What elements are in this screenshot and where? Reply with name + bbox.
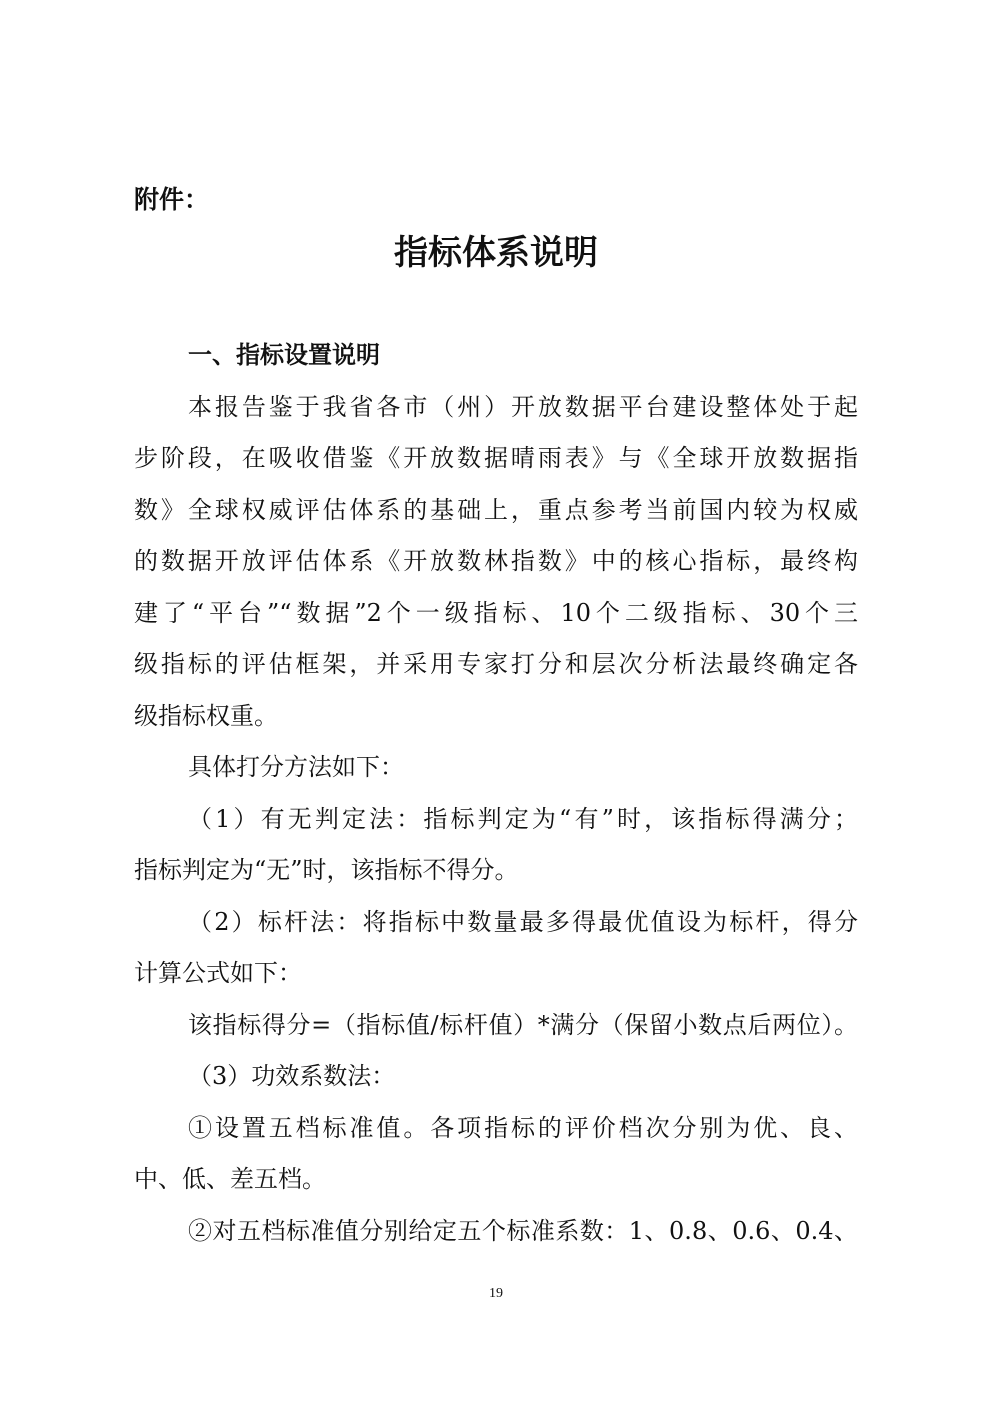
paragraph-line: 级指标的评估框架，并采用专家打分和层次分析法最终确定各 xyxy=(134,650,858,678)
page-number: 19 xyxy=(489,1286,503,1301)
section-heading: 一、指标设置说明 xyxy=(188,341,380,369)
paragraph-line: 步阶段，在吸收借鉴《开放数据晴雨表》与《全球开放数据指 xyxy=(134,444,858,472)
paragraph-line: 指标判定为“无”时，该指标不得分。 xyxy=(134,856,519,884)
paragraph-line: 数》全球权威评估体系的基础上，重点参考当前国内较为权威 xyxy=(134,495,858,524)
paragraph-line: 具体打分方法如下： xyxy=(188,753,404,781)
paragraph-line: 建了“平台”“数据”2个一级指标、10个二级指标、30个三 xyxy=(134,598,858,627)
document-body xyxy=(134,330,858,1257)
paragraph-line: 本报告鉴于我省各市（州）开放数据平台建设整体处于起 xyxy=(188,392,858,421)
paragraph-line: ①设置五档标准值。各项指标的评价档次分别为优、良、 xyxy=(188,1113,858,1142)
paragraph-line: 级指标权重。 xyxy=(134,701,278,730)
paragraph-line: 中、低、差五档。 xyxy=(134,1165,326,1193)
document-title: 指标体系说明 xyxy=(394,233,598,273)
paragraph-line: 计算公式如下： xyxy=(134,959,302,987)
paragraph-line: （1）有无判定法：指标判定为“有”时，该指标得满分； xyxy=(188,804,858,833)
formula-line: 该指标得分=（指标值/标杆值）*满分（保留小数点后两位）。 xyxy=(188,1010,858,1039)
attachment-label: 附件： xyxy=(134,185,210,214)
paragraph-line: 的数据开放评估体系《开放数林指数》中的核心指标，最终构 xyxy=(134,547,858,575)
paragraph-line: （3）功效系数法： xyxy=(188,1062,396,1090)
paragraph-line: ②对五档标准值分别给定五个标准系数：1、0.8、0.6、0.4、 xyxy=(188,1216,858,1245)
paragraph-line: （2）标杆法：将指标中数量最多得最优值设为标杆，得分 xyxy=(188,907,858,936)
